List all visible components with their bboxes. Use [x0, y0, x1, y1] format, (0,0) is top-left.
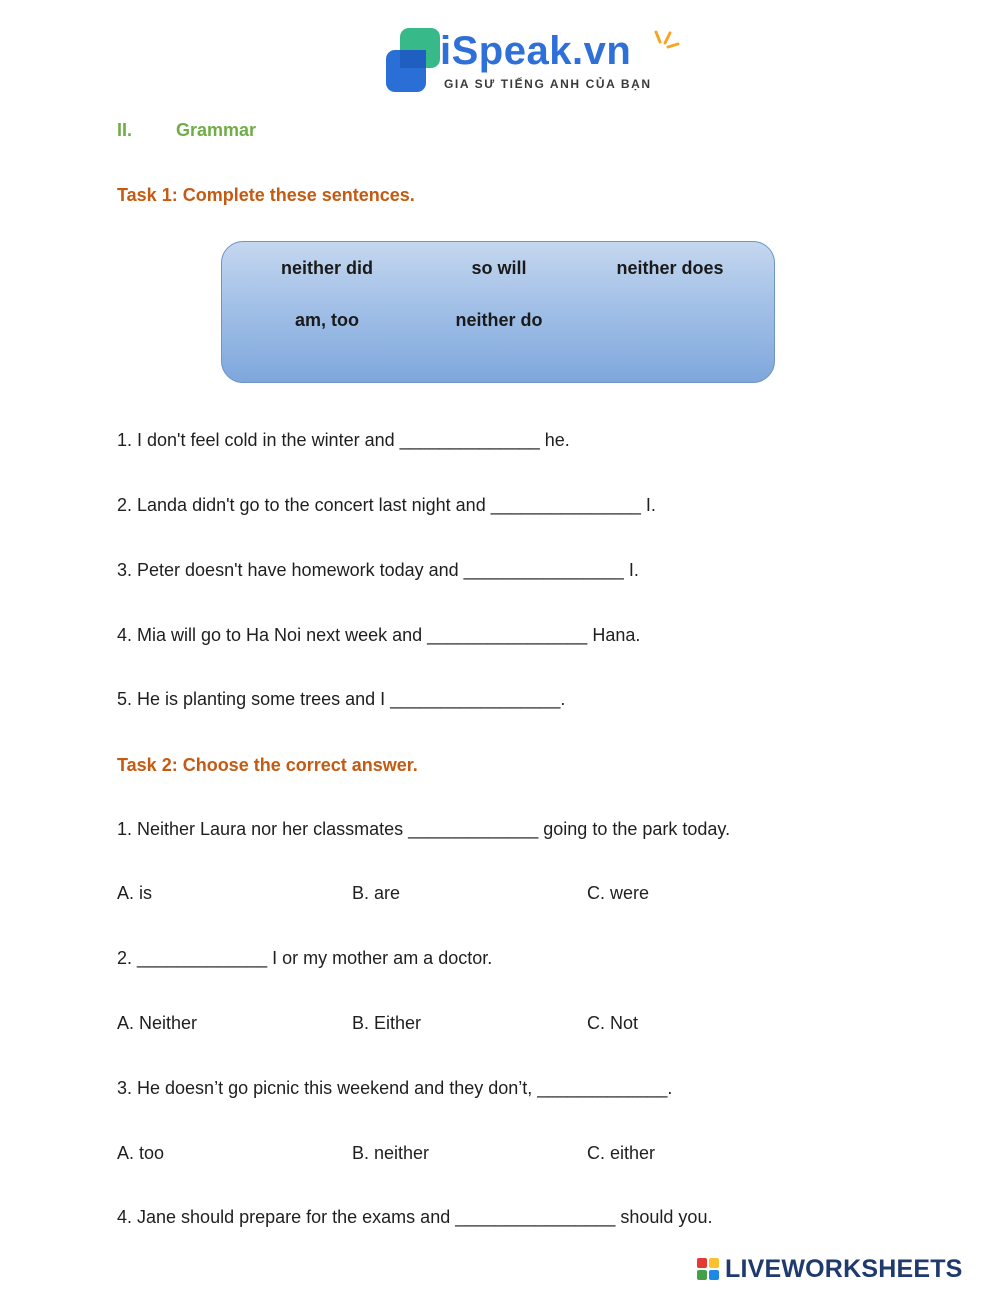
task1-sentence-2[interactable]: 2. Landa didn't go to the concert last night and _______________ I.: [117, 495, 656, 515]
task2-q2-option-a[interactable]: A. Neither: [117, 1013, 198, 1033]
ispeak-logo: [384, 26, 684, 96]
word-bank-item: neither did: [280, 258, 374, 278]
logo-subtitle: GIA SƯ TIẾNG ANH CỦA BẠN: [444, 77, 652, 91]
task2-question-2: 2. _____________ I or my mother am a doctor.: [117, 948, 493, 968]
spark-icon: [654, 28, 680, 50]
block-blue: [709, 1270, 719, 1280]
section-title: Grammar: [176, 120, 257, 140]
task1-title: Task 1: Complete these sentences.: [117, 185, 415, 205]
task2-q2-option-b[interactable]: B. Either: [352, 1013, 422, 1033]
liveworksheets-brand: LIVEWORKSHEETS: [725, 1255, 963, 1283]
section-number: II.: [117, 120, 133, 140]
task2-question-1: 1. Neither Laura nor her classmates _____________ going to the park today.: [117, 819, 731, 839]
liveworksheets-blocks-icon: [697, 1258, 721, 1282]
word-bank-item: neither does: [616, 258, 724, 278]
word-bank: [221, 241, 775, 383]
task2-q1-option-c[interactable]: C. were: [587, 883, 650, 903]
task2-q1-option-b[interactable]: B. are: [352, 883, 401, 903]
block-yellow: [709, 1258, 719, 1268]
task2-title: Task 2: Choose the correct answer.: [117, 755, 418, 775]
task2-question-4[interactable]: 4. Jane should prepare for the exams and ________________ should you.: [117, 1207, 713, 1227]
word-bank-item: so will: [471, 258, 527, 278]
word-bank-item: am, too: [294, 310, 360, 330]
word-bank-item: neither do: [455, 310, 543, 330]
task2-q1-option-a[interactable]: A. is: [117, 883, 153, 903]
ispeak-logo-icon: [384, 26, 442, 94]
block-red: [697, 1258, 707, 1268]
task1-sentence-1[interactable]: 1. I don't feel cold in the winter and ______________ he.: [117, 430, 570, 450]
task2-q3-option-b[interactable]: B. neither: [352, 1143, 430, 1163]
block-green: [697, 1270, 707, 1280]
task1-sentence-3[interactable]: 3. Peter doesn't have homework today and ________________ I.: [117, 560, 639, 580]
task2-q3-option-c[interactable]: C. either: [587, 1143, 656, 1163]
logo-title: iSpeak.vn: [440, 29, 632, 73]
task2-q2-option-c[interactable]: C. Not: [587, 1013, 639, 1033]
liveworksheets-logo: [697, 1256, 993, 1284]
task1-sentence-5[interactable]: 5. He is planting some trees and I _________________.: [117, 689, 566, 709]
task1-sentence-4[interactable]: 4. Mia will go to Ha Noi next week and ________________ Hana.: [117, 625, 641, 645]
task2-question-3: 3. He doesn’t go picnic this weekend and they don’t, _____________.: [117, 1078, 673, 1098]
task2-q3-option-a[interactable]: A. too: [117, 1143, 165, 1163]
